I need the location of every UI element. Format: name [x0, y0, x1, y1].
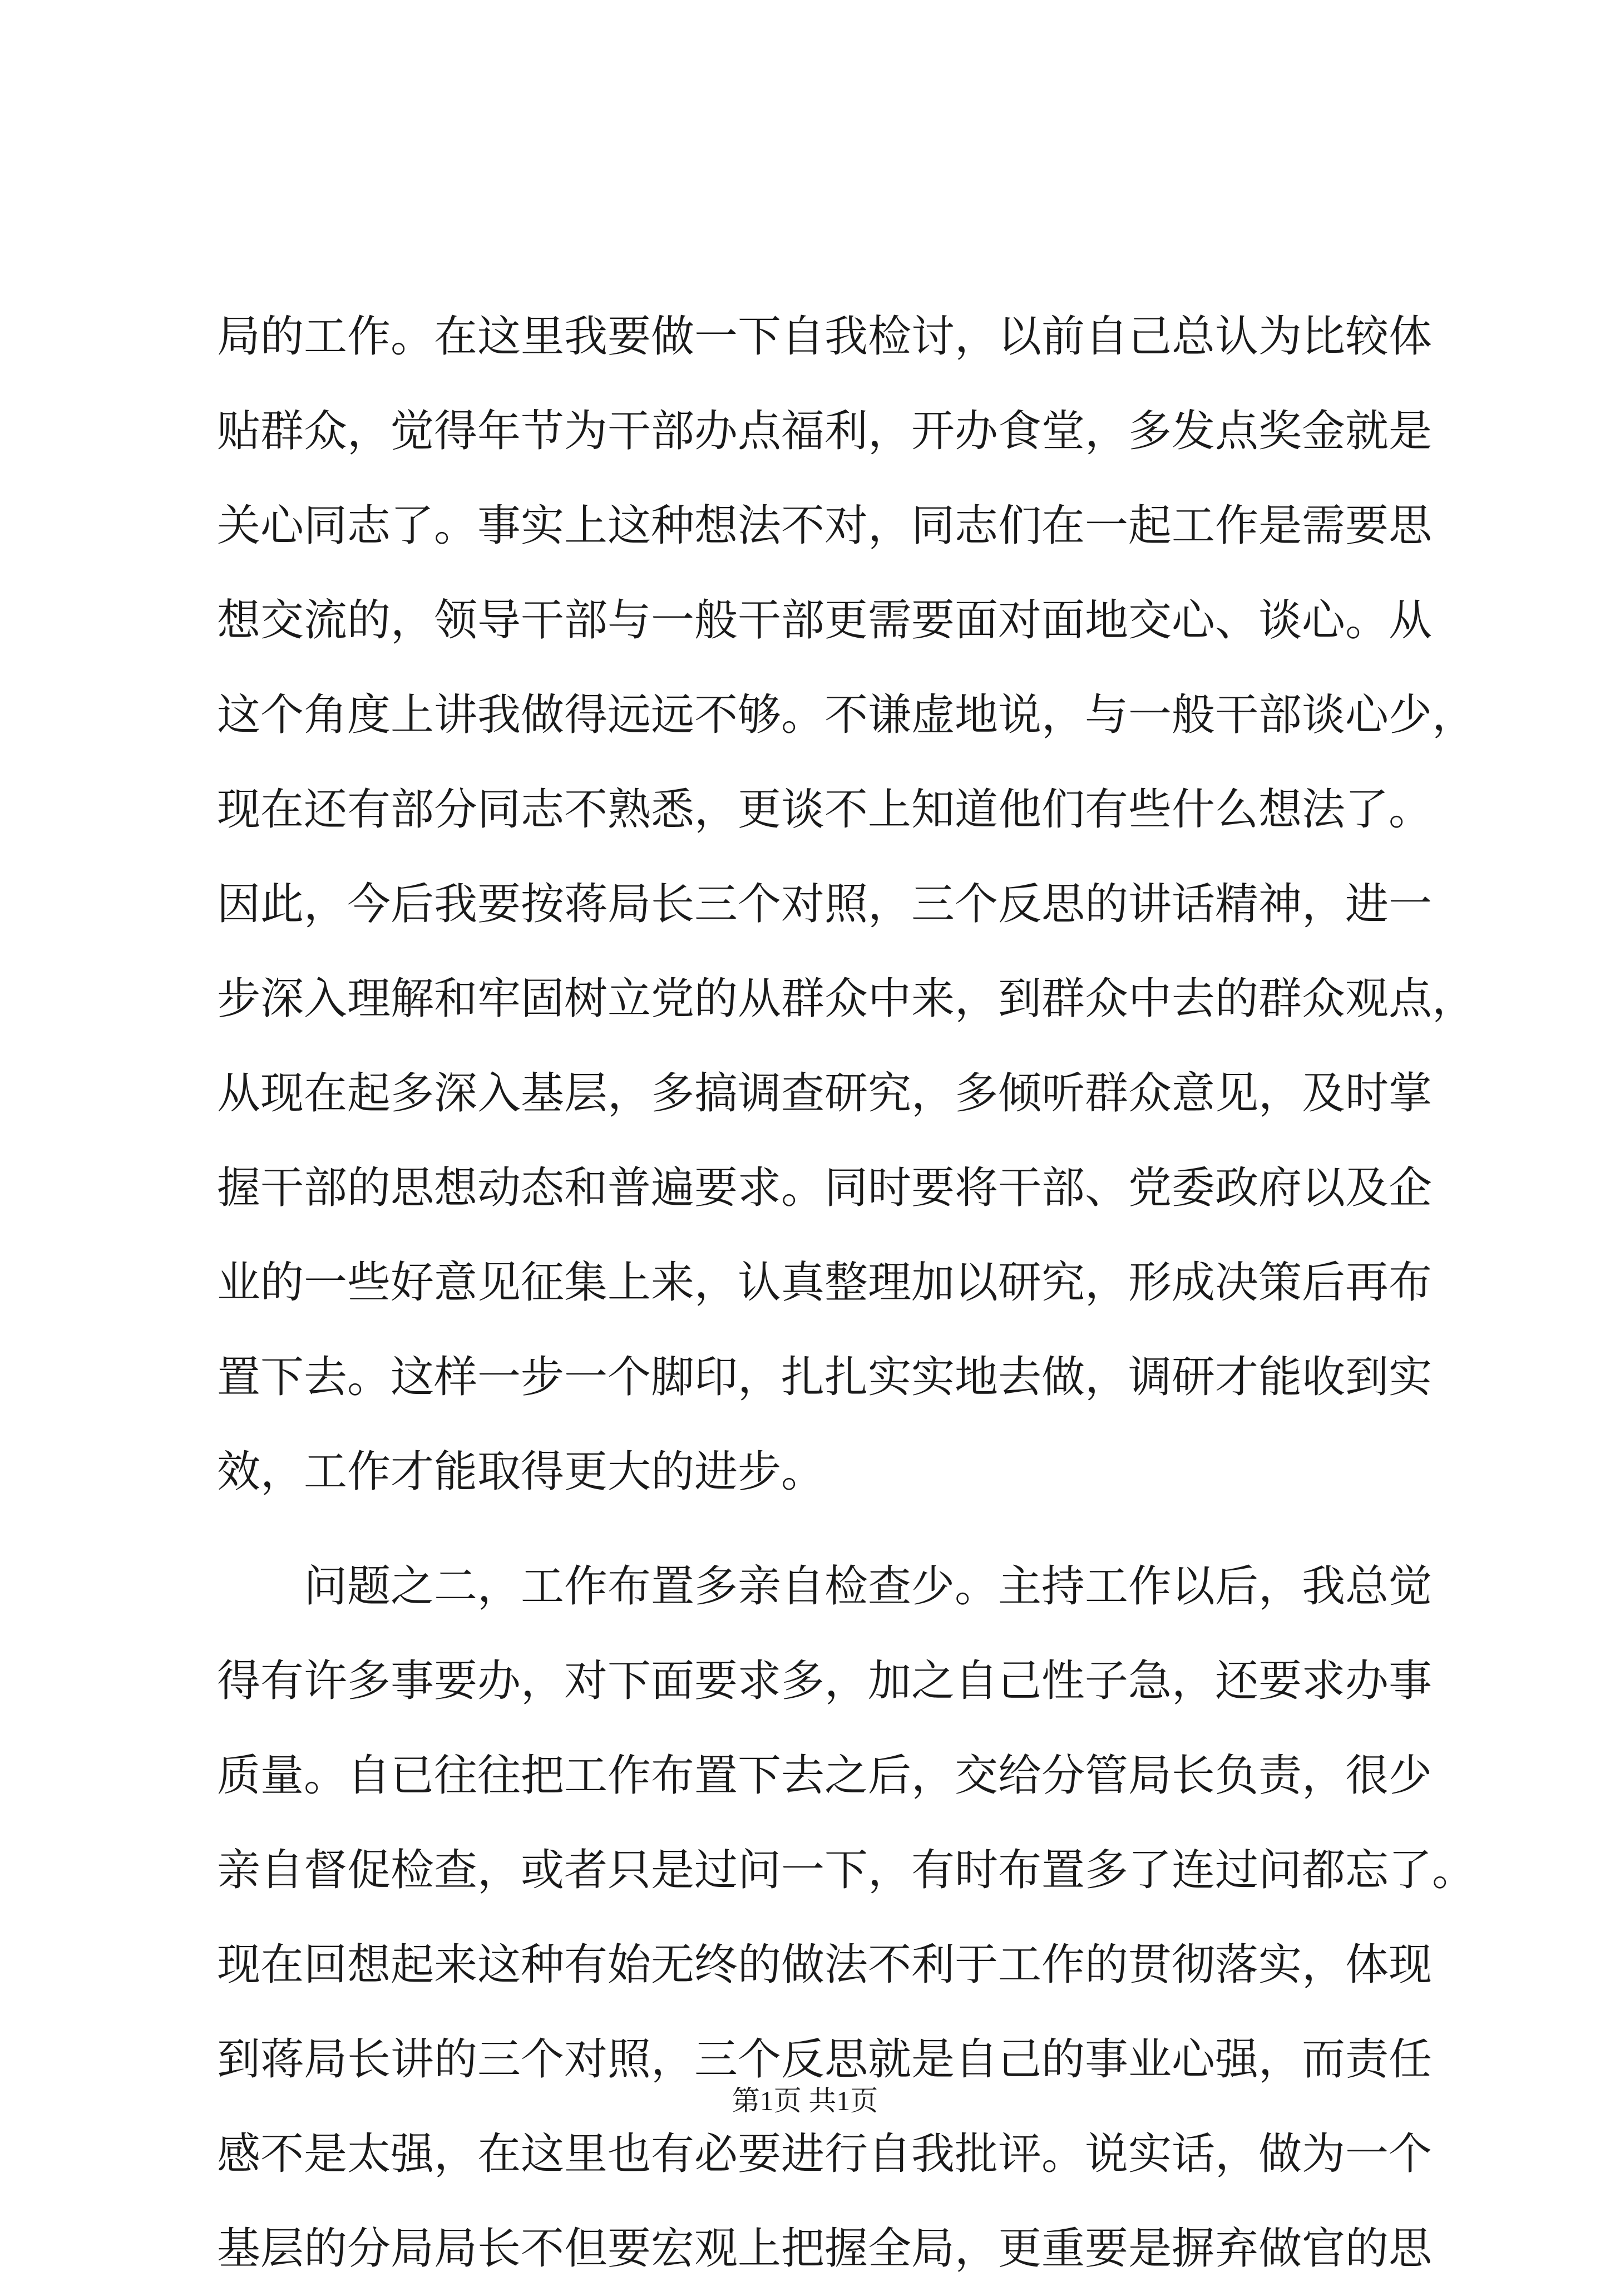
text-line: 感不是太强，在这里也有必要进行自我批评。说实话，做为一个	[217, 2129, 1433, 2179]
text-line: 想交流的，领导干部与一般干部更需要面对面地交心、谈心。从	[217, 595, 1433, 646]
text-line: 亲自督促检查，或者只是过问一下，有时布置多了连过问都忘了。	[217, 1845, 1476, 1895]
page-number-label: 第1页 共1页	[732, 2085, 878, 2116]
text-line: 贴群众，觉得年节为干部办点福利，开办食堂，多发点奖金就是	[217, 406, 1433, 456]
text-line: 握干部的思想动态和普遍要求。同时要将干部、党委政府以及企	[217, 1163, 1433, 1213]
text-line: 质量。自已往往把工作布置下去之后，交给分管局长负责，很少	[217, 1751, 1433, 1801]
text-line: 业的一些好意见征集上来，认真整理加以研究，形成决策后再布	[217, 1258, 1433, 1308]
document-body	[217, 289, 1476, 2296]
paragraph-2	[217, 1539, 1476, 2296]
text-line: 步深入理解和牢固树立党的从群众中来，到群众中去的群众观点，	[217, 974, 1476, 1024]
paragraph-1	[217, 289, 1476, 1519]
text-line: 局的工作。在这里我要做一下自我检讨，以前自己总认为比较体	[217, 312, 1433, 362]
text-line: 问题之二，工作布置多亲自检查少。主持工作以后，我总觉	[304, 1561, 1433, 1612]
text-line: 从现在起多深入基层，多搞调查研究，多倾听群众意见，及时掌	[217, 1068, 1433, 1119]
paragraph-gap	[217, 1519, 1402, 1539]
text-line: 效，工作才能取得更大的进步。	[217, 1447, 825, 1497]
text-line: 到蒋局长讲的三个对照，三个反思就是自己的事业心强，而责任	[217, 2034, 1433, 2085]
text-line: 关心同志了。事实上这种想法不对，同志们在一起工作是需要思	[217, 501, 1433, 551]
text-line: 这个角度上讲我做得远远不够。不谦虚地说，与一般干部谈心少，	[217, 690, 1476, 740]
text-line: 得有许多事要办，对下面要求多，加之自己性子急，还要求办事	[217, 1656, 1433, 1706]
text-line: 现在还有部分同志不熟悉，更谈不上知道他们有些什么想法了。	[217, 785, 1433, 835]
text-line: 因此，今后我要按蒋局长三个对照，三个反思的讲话精神，进一	[217, 879, 1433, 929]
text-line: 置下去。这样一步一个脚印，扎扎实实地去做，调研才能收到实	[217, 1352, 1433, 1402]
text-line: 现在回想起来这种有始无终的做法不利于工作的贯彻落实，体现	[217, 1940, 1433, 1990]
text-line: 基层的分局局长不但要宏观上把握全局，更重要是摒弃做官的思	[217, 2224, 1433, 2274]
page-footer	[0, 2081, 1610, 2120]
